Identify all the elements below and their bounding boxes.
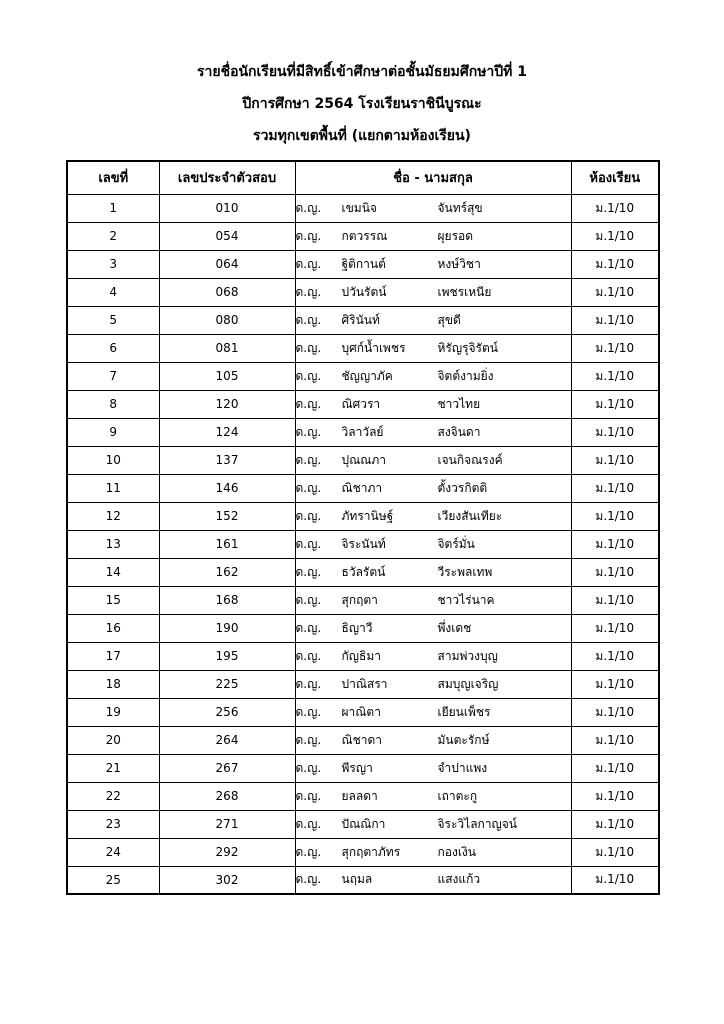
last-name: ชาวไร่นาค xyxy=(437,592,495,607)
cell-classroom: ม.1/10 xyxy=(571,278,659,306)
column-header-classroom: ห้องเรียน xyxy=(571,161,659,194)
cell-exam-id: 124 xyxy=(159,418,295,446)
name-prefix: ด.ญ. xyxy=(295,480,322,495)
last-name: ตั้งวรกิตติ xyxy=(437,480,488,495)
cell-number: 3 xyxy=(67,250,159,278)
cell-number: 13 xyxy=(67,530,159,558)
name-prefix: ด.ญ. xyxy=(295,760,322,775)
table-row xyxy=(67,586,659,614)
cell-exam-id: 137 xyxy=(159,446,295,474)
last-name: เวียงสันเทียะ xyxy=(437,508,503,523)
first-name: วิลาวัลย์ xyxy=(341,424,384,439)
last-name: จันทร์สุข xyxy=(437,200,483,215)
name-prefix: ด.ญ. xyxy=(295,284,322,299)
table-row xyxy=(67,698,659,726)
name-prefix: ด.ญ. xyxy=(295,228,322,243)
cell-classroom: ม.1/10 xyxy=(571,390,659,418)
name-prefix: ด.ญ. xyxy=(295,704,322,719)
cell-exam-id: 152 xyxy=(159,502,295,530)
name-prefix: ด.ญ. xyxy=(295,452,322,467)
table-row xyxy=(67,278,659,306)
cell-exam-id: 162 xyxy=(159,558,295,586)
first-name: ภัทรานิษฐ์ xyxy=(341,508,394,523)
cell-number: 23 xyxy=(67,810,159,838)
cell-full-name xyxy=(295,418,571,446)
cell-full-name xyxy=(295,362,571,390)
document-title: รายชื่อนักเรียนที่มีสิทธิ์เข้าศึกษาต่อชั้นมัธยมศึกษาปีที่ 1 xyxy=(196,64,528,80)
name-prefix: ด.ญ. xyxy=(295,788,322,803)
cell-number: 6 xyxy=(67,334,159,362)
cell-number: 10 xyxy=(67,446,159,474)
last-name: จำปาแพง xyxy=(437,760,488,775)
cell-classroom: ม.1/10 xyxy=(571,530,659,558)
cell-number: 2 xyxy=(67,222,159,250)
last-name: กองเงิน xyxy=(437,844,476,859)
cell-full-name xyxy=(295,698,571,726)
table-row xyxy=(67,838,659,866)
last-name: หงษ์วิชา xyxy=(437,256,481,271)
first-name: เขมนิจ xyxy=(341,200,377,215)
name-prefix: ด.ญ. xyxy=(295,536,322,551)
name-prefix: ด.ญ. xyxy=(295,620,322,635)
cell-exam-id: 168 xyxy=(159,586,295,614)
cell-full-name xyxy=(295,306,571,334)
table-header-row xyxy=(67,161,659,194)
last-name: จิตต์งามยิ่ง xyxy=(437,368,494,383)
cell-exam-id: 268 xyxy=(159,782,295,810)
cell-number: 14 xyxy=(67,558,159,586)
name-prefix: ด.ญ. xyxy=(295,872,322,887)
last-name: แสงแก้ว xyxy=(437,872,481,887)
name-prefix: ด.ญ. xyxy=(295,844,322,859)
cell-classroom: ม.1/10 xyxy=(571,586,659,614)
cell-exam-id: 146 xyxy=(159,474,295,502)
cell-full-name xyxy=(295,334,571,362)
last-name: ผุยรอด xyxy=(437,228,474,243)
cell-number: 20 xyxy=(67,726,159,754)
table-body xyxy=(67,194,659,894)
first-name: สุกฤตาภัทร xyxy=(341,844,401,859)
cell-number: 19 xyxy=(67,698,159,726)
cell-classroom: ม.1/10 xyxy=(571,222,659,250)
first-name: กัญธิมา xyxy=(341,648,381,663)
table-row xyxy=(67,418,659,446)
document-subtitle-scope: รวมทุกเขตพื้นที่ (แยกตามห้องเรียน) xyxy=(253,128,471,144)
student-roster-table xyxy=(66,160,660,895)
cell-exam-id: 256 xyxy=(159,698,295,726)
first-name: พีรญา xyxy=(341,760,373,775)
table-row xyxy=(67,810,659,838)
last-name: พึ่งเดช xyxy=(437,620,472,635)
cell-full-name xyxy=(295,278,571,306)
cell-exam-id: 225 xyxy=(159,670,295,698)
cell-number: 4 xyxy=(67,278,159,306)
cell-full-name xyxy=(295,614,571,642)
cell-number: 12 xyxy=(67,502,159,530)
cell-full-name xyxy=(295,670,571,698)
document-subtitle-year-school: ปีการศึกษา 2564 โรงเรียนราชินีบูรณะ xyxy=(242,96,482,112)
table-row xyxy=(67,726,659,754)
table-row xyxy=(67,754,659,782)
cell-classroom: ม.1/10 xyxy=(571,726,659,754)
cell-exam-id: 267 xyxy=(159,754,295,782)
first-name: ปาณิสรา xyxy=(341,676,388,691)
cell-exam-id: 081 xyxy=(159,334,295,362)
last-name: มันตะรักษ์ xyxy=(437,732,490,747)
cell-full-name xyxy=(295,726,571,754)
first-name: ธวัลรัตน์ xyxy=(341,564,386,579)
first-name: นฤมล xyxy=(341,872,373,887)
name-prefix: ด.ญ. xyxy=(295,732,322,747)
cell-exam-id: 264 xyxy=(159,726,295,754)
last-name: เยียนเพ็ชร xyxy=(437,704,491,719)
cell-number: 18 xyxy=(67,670,159,698)
column-header-full-name: ชื่อ - นามสกุล xyxy=(295,161,571,194)
last-name: สุขดี xyxy=(437,312,461,327)
name-prefix: ด.ญ. xyxy=(295,592,322,607)
last-name: หิรัญรุจิรัตน์ xyxy=(437,340,498,355)
cell-number: 7 xyxy=(67,362,159,390)
cell-full-name xyxy=(295,810,571,838)
cell-exam-id: 120 xyxy=(159,390,295,418)
first-name: จิระนันท์ xyxy=(341,536,386,551)
first-name: ผาณิตา xyxy=(341,704,381,719)
last-name: สามพ่วงบุญ xyxy=(437,648,498,663)
first-name: กตวรรณ xyxy=(341,228,388,243)
cell-exam-id: 161 xyxy=(159,530,295,558)
table-row xyxy=(67,614,659,642)
cell-full-name xyxy=(295,446,571,474)
cell-number: 22 xyxy=(67,782,159,810)
first-name: ฐิติกานต์ xyxy=(341,256,386,271)
cell-full-name xyxy=(295,866,571,894)
cell-exam-id: 195 xyxy=(159,642,295,670)
first-name: ปวันรัตน์ xyxy=(341,284,387,299)
cell-number: 21 xyxy=(67,754,159,782)
table-row xyxy=(67,670,659,698)
cell-full-name xyxy=(295,754,571,782)
cell-classroom: ม.1/10 xyxy=(571,418,659,446)
table-row xyxy=(67,530,659,558)
last-name: สงจินดา xyxy=(437,424,481,439)
first-name: ธิญาวี xyxy=(341,620,373,635)
cell-exam-id: 190 xyxy=(159,614,295,642)
table-row xyxy=(67,306,659,334)
cell-number: 17 xyxy=(67,642,159,670)
last-name: เถาตะกู xyxy=(437,788,478,803)
name-prefix: ด.ญ. xyxy=(295,816,322,831)
first-name: ศิรินันท์ xyxy=(341,312,380,327)
cell-classroom: ม.1/10 xyxy=(571,670,659,698)
cell-number: 8 xyxy=(67,390,159,418)
cell-classroom: ม.1/10 xyxy=(571,362,659,390)
cell-classroom: ม.1/10 xyxy=(571,446,659,474)
cell-classroom: ม.1/10 xyxy=(571,558,659,586)
table-row xyxy=(67,642,659,670)
table-row xyxy=(67,866,659,894)
last-name: จิระวิไลกาญจน์ xyxy=(437,816,518,831)
cell-exam-id: 068 xyxy=(159,278,295,306)
cell-classroom: ม.1/10 xyxy=(571,754,659,782)
name-prefix: ด.ญ. xyxy=(295,200,322,215)
cell-classroom: ม.1/10 xyxy=(571,838,659,866)
cell-full-name xyxy=(295,250,571,278)
cell-classroom: ม.1/10 xyxy=(571,250,659,278)
last-name: ชาวไทย xyxy=(437,396,481,411)
cell-full-name xyxy=(295,586,571,614)
table-row xyxy=(67,334,659,362)
last-name: สมบุญเจริญ xyxy=(437,676,499,691)
cell-number: 5 xyxy=(67,306,159,334)
cell-full-name xyxy=(295,782,571,810)
cell-exam-id: 054 xyxy=(159,222,295,250)
cell-classroom: ม.1/10 xyxy=(571,614,659,642)
cell-full-name xyxy=(295,194,571,222)
cell-number: 16 xyxy=(67,614,159,642)
cell-full-name xyxy=(295,390,571,418)
table-row xyxy=(67,222,659,250)
name-prefix: ด.ญ. xyxy=(295,676,322,691)
table-row xyxy=(67,782,659,810)
name-prefix: ด.ญ. xyxy=(295,508,322,523)
cell-full-name xyxy=(295,558,571,586)
last-name: วีระพลเทพ xyxy=(437,564,493,579)
table-row xyxy=(67,474,659,502)
column-header-number: เลขที่ xyxy=(67,161,159,194)
cell-exam-id: 064 xyxy=(159,250,295,278)
cell-full-name xyxy=(295,642,571,670)
cell-number: 24 xyxy=(67,838,159,866)
column-header-exam-id: เลขประจำตัวสอบ xyxy=(159,161,295,194)
name-prefix: ด.ญ. xyxy=(295,340,322,355)
first-name: ณิชาดา xyxy=(341,732,383,747)
cell-exam-id: 010 xyxy=(159,194,295,222)
document-header xyxy=(0,64,724,160)
cell-full-name xyxy=(295,222,571,250)
cell-number: 25 xyxy=(67,866,159,894)
cell-classroom: ม.1/10 xyxy=(571,502,659,530)
last-name: เพชรเหนีย xyxy=(437,284,492,299)
first-name: ปัณณิกา xyxy=(341,816,386,831)
table-row xyxy=(67,362,659,390)
cell-full-name xyxy=(295,474,571,502)
cell-classroom: ม.1/10 xyxy=(571,194,659,222)
cell-full-name xyxy=(295,530,571,558)
first-name: ณิศวรา xyxy=(341,396,381,411)
name-prefix: ด.ญ. xyxy=(295,368,322,383)
first-name: ปุณณภา xyxy=(341,452,387,467)
name-prefix: ด.ญ. xyxy=(295,312,322,327)
cell-number: 1 xyxy=(67,194,159,222)
cell-exam-id: 271 xyxy=(159,810,295,838)
cell-exam-id: 292 xyxy=(159,838,295,866)
cell-exam-id: 302 xyxy=(159,866,295,894)
table-row xyxy=(67,250,659,278)
first-name: สุกฤตา xyxy=(341,592,378,607)
cell-number: 11 xyxy=(67,474,159,502)
table-row xyxy=(67,502,659,530)
cell-classroom: ม.1/10 xyxy=(571,810,659,838)
name-prefix: ด.ญ. xyxy=(295,648,322,663)
table-row xyxy=(67,194,659,222)
table-row xyxy=(67,446,659,474)
first-name: ณิชาภา xyxy=(341,480,383,495)
cell-classroom: ม.1/10 xyxy=(571,698,659,726)
cell-classroom: ม.1/10 xyxy=(571,306,659,334)
name-prefix: ด.ญ. xyxy=(295,396,322,411)
cell-full-name xyxy=(295,502,571,530)
first-name: บุศก์น้ำเพชร xyxy=(341,340,406,355)
last-name: จิตร์มั่น xyxy=(437,536,475,551)
cell-classroom: ม.1/10 xyxy=(571,334,659,362)
cell-full-name xyxy=(295,838,571,866)
name-prefix: ด.ญ. xyxy=(295,424,322,439)
cell-number: 15 xyxy=(67,586,159,614)
cell-exam-id: 080 xyxy=(159,306,295,334)
cell-classroom: ม.1/10 xyxy=(571,866,659,894)
first-name: ยลลดา xyxy=(341,788,378,803)
table-row xyxy=(67,390,659,418)
cell-classroom: ม.1/10 xyxy=(571,782,659,810)
cell-classroom: ม.1/10 xyxy=(571,642,659,670)
table-row xyxy=(67,558,659,586)
name-prefix: ด.ญ. xyxy=(295,564,322,579)
last-name: เจนกิจณรงค์ xyxy=(437,452,503,467)
cell-exam-id: 105 xyxy=(159,362,295,390)
name-prefix: ด.ญ. xyxy=(295,256,322,271)
cell-classroom: ม.1/10 xyxy=(571,474,659,502)
cell-number: 9 xyxy=(67,418,159,446)
first-name: ชัญญาภัค xyxy=(341,368,393,383)
